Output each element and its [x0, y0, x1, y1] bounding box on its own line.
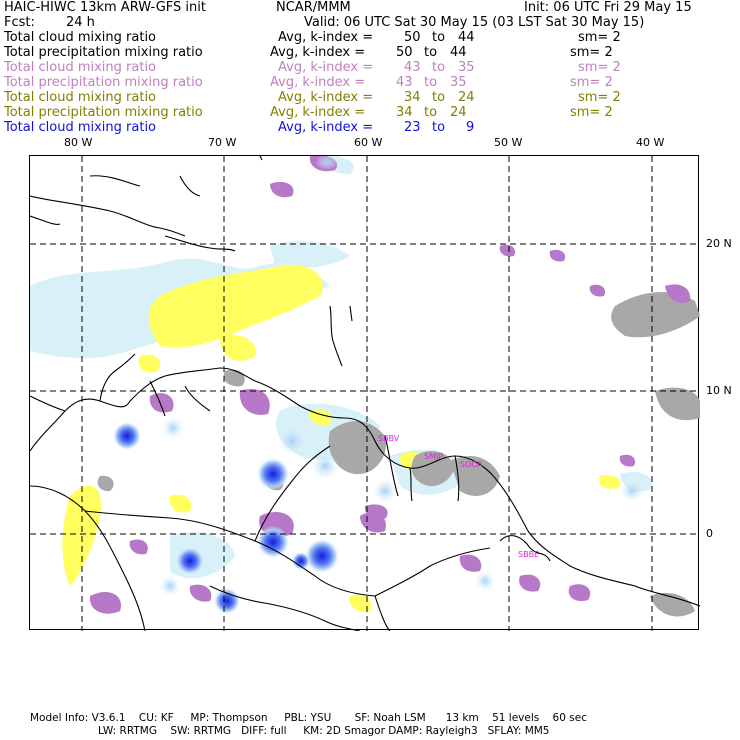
- field-avg: Avg, k-index =: [278, 60, 374, 75]
- field-to: 44: [450, 45, 467, 60]
- field-to-label: to: [432, 120, 446, 135]
- field-to-label: to: [424, 75, 438, 90]
- field-to-label: to: [432, 60, 446, 75]
- model-physics: LW: RRTMG SW: RRTMG DIFF: full KM: 2D Smagor DAMP: Rayleigh3 SFLAY: MM5: [98, 725, 550, 737]
- map-panel: [29, 155, 699, 630]
- station-label: SMJP: [424, 452, 444, 461]
- field-from: 34: [396, 105, 413, 120]
- field-from: 43: [404, 60, 421, 75]
- lon-label: 80 W: [64, 136, 93, 149]
- field-sm: sm= 2: [570, 75, 613, 90]
- lat-label: 10 N: [706, 384, 732, 397]
- field-to: 35: [458, 60, 475, 75]
- map-svg: [30, 156, 700, 631]
- field-name: Total cloud mixing ratio: [4, 60, 157, 75]
- field-sm: sm= 2: [578, 60, 621, 75]
- field-to: 24: [458, 90, 475, 105]
- lon-label: 50 W: [494, 136, 523, 149]
- field-avg: Avg, k-index =: [270, 105, 366, 120]
- lon-label: 70 W: [208, 136, 237, 149]
- field-name: Total precipitation mixing ratio: [4, 45, 203, 60]
- field-to-label: to: [424, 105, 438, 120]
- field-sm: sm= 2: [570, 45, 613, 60]
- station-label: SBBE: [518, 550, 540, 559]
- field-name: Total precipitation mixing ratio: [4, 75, 203, 90]
- field-from: 50: [404, 30, 421, 45]
- field-name: Total cloud mixing ratio: [4, 30, 157, 45]
- field-sm: sm= 2: [578, 90, 621, 105]
- field-from: 50: [396, 45, 413, 60]
- init-time: Init: 06 UTC Fri 29 May 15: [524, 0, 692, 15]
- lon-label: 60 W: [354, 136, 383, 149]
- lat-label: 0: [706, 527, 713, 540]
- field-to-label: to: [424, 45, 438, 60]
- fcst-label: Fcst:: [4, 15, 35, 30]
- field-to: 24: [450, 105, 467, 120]
- field-to: 44: [458, 30, 475, 45]
- field-name: Total cloud mixing ratio: [4, 90, 157, 105]
- field-avg: Avg, k-index =: [278, 120, 374, 135]
- field-from: 23: [404, 120, 421, 135]
- field-avg: Avg, k-index =: [270, 75, 366, 90]
- field-name: Total cloud mixing ratio: [4, 120, 157, 135]
- lon-label: 40 W: [636, 136, 665, 149]
- field-to: 9: [466, 120, 475, 135]
- lat-label: 20 N: [706, 237, 732, 250]
- field-sm: sm= 2: [570, 105, 613, 120]
- field-to-label: to: [432, 90, 446, 105]
- field-name: Total precipitation mixing ratio: [4, 105, 203, 120]
- field-to: 35: [450, 75, 467, 90]
- field-avg: Avg, k-index =: [270, 45, 366, 60]
- field-from: 43: [396, 75, 413, 90]
- lat-lon-grid: [30, 156, 700, 631]
- model-title: HAIC-HIWC 13km ARW-GFS init: [4, 0, 206, 15]
- coastlines: [30, 156, 700, 631]
- model-info: Model Info: V3.6.1 CU: KF MP: Thompson PBL: YSU SF: Noah LSM 13 km 51 levels 60 sec: [30, 712, 587, 724]
- field-sm: sm= 2: [578, 30, 621, 45]
- fcst-value: 24 h: [66, 15, 95, 30]
- field-from: 34: [404, 90, 421, 105]
- station-label: SOCA: [460, 460, 483, 469]
- valid-time: Valid: 06 UTC Sat 30 May 15 (03 LST Sat 30 May 15): [304, 15, 645, 30]
- field-avg: Avg, k-index =: [278, 30, 374, 45]
- station-label: SBBV: [378, 434, 400, 443]
- field-to-label: to: [432, 30, 446, 45]
- org-label: NCAR/MMM: [276, 0, 351, 15]
- field-avg: Avg, k-index =: [278, 90, 374, 105]
